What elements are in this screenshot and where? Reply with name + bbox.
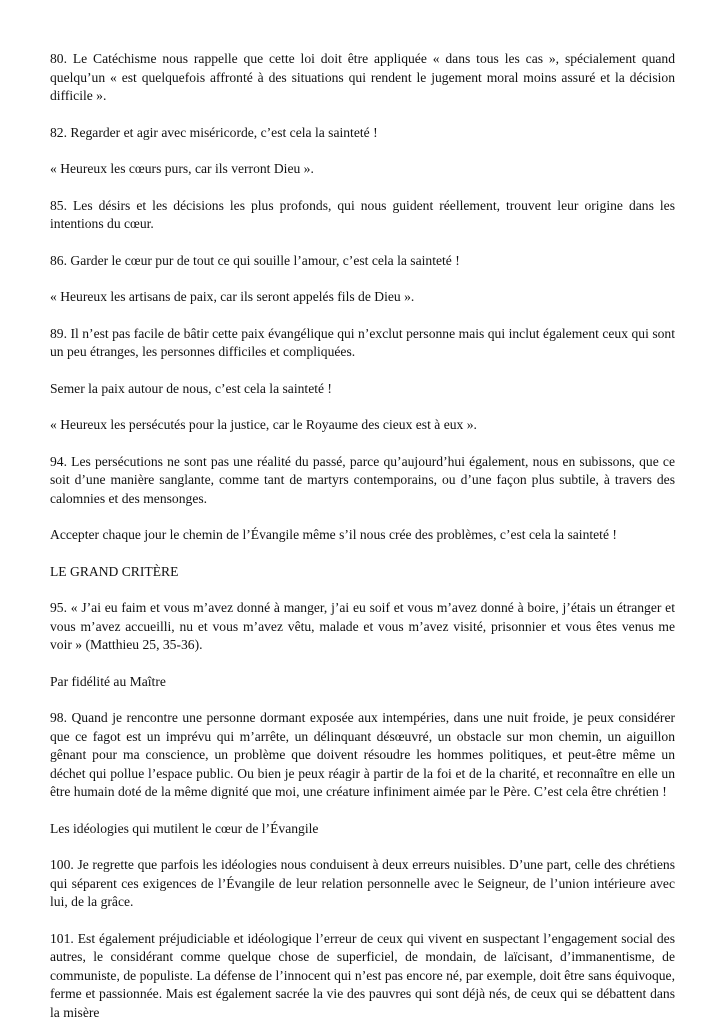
paragraph-80: 80. Le Catéchisme nous rappelle que cette loi doit être appliquée « dans tous les cas », spécialement quand quelqu’un « est quelquefois affronté à des situations qui rendent le jugement moral moins assuré et la décision difficile ».: [50, 51, 675, 103]
paragraph-89: 89. Il n’est pas facile de bâtir cette paix évangélique qui n’exclut personne mais qui inclut également ceux qui sont un peu étranges, les personnes difficiles et compliquées.: [50, 325, 675, 359]
beatitude-quote-persecuted: « Heureux les persécutés pour la justice, car le Royaume des cieux est à eux ».: [50, 417, 477, 432]
paragraph-95: 95. « J’ai eu faim et vous m’avez donné à manger, j’ai eu soif et vous m’avez donné à boire, j’étais un étranger et vous m’avez accueilli, nu et vous m’avez vêtu, malade et vous m’avez visité, prisonnier et vous êtes venus me voir » (Matthieu 25, 35-36).: [50, 600, 675, 652]
paragraph-101: 101. Est également préjudiciable et idéologique l’erreur de ceux qui vivent en suspectant l’engagement social des autres, le considérant comme quelque chose de superficiel, de mondain, de laïcisant, d’immanentisme, de communiste, de populiste. La défense de l’innocent qui n’est pas encore né, par exemple, doit être sans équivoque, ferme et passionnée. Mais est également sacrée la vie des pauvres qui sont déjà nés, de ceux qui se débattent dans la misère: [50, 930, 675, 1020]
section-heading-ideologies: Les idéologies qui mutilent le cœur de l’Évangile: [50, 820, 319, 836]
paragraph-82: 82. Regarder et agir avec miséricorde, c’est cela la sainteté !: [50, 124, 378, 140]
statement-accept-gospel: Accepter chaque jour le chemin de l’Évangile même s’il nous crée des problèmes, c’est cela la sainteté !: [50, 527, 617, 542]
paragraph-100: 100. Je regrette que parfois les idéologies nous conduisent à deux erreurs nuisibles. D’une part, celle des chrétiens qui séparent ces exigences de l’Évangile de leur relation personnelle avec le Seigneur, de l’union intérieure avec lui, de la grâce.: [50, 857, 675, 909]
statement-sow-peace: Semer la paix autour de nous, c’est cela la sainteté !: [50, 380, 332, 396]
paragraph-98: 98. Quand je rencontre une personne dormant exposée aux intempéries, dans une nuit froide, je peux considérer que ce fagot est un imprévu qui m’arrête, un délinquant désœuvré, un obstacle sur mon chemin, un aiguillon gênant pour ma conscience, un problème que doivent résoudre les hommes politiques, et peut-être même un déchet qui pollue l’espace public. Ou bien je peux réagir à partir de la foi et de la charité, et reconnaître en elle un être humain doté de la même dignité que moi, une créature infiniment aimée par le Père. C’est cela être chrétien !: [50, 710, 675, 799]
section-heading-grand-critere: LE GRAND CRITÈRE: [50, 563, 179, 579]
beatitude-quote-peacemakers: « Heureux les artisans de paix, car ils seront appelés fils de Dieu ».: [50, 289, 415, 304]
beatitude-quote-pure-hearts: « Heureux les cœurs purs, car ils verront Dieu ».: [50, 161, 314, 176]
paragraph-94: 94. Les persécutions ne sont pas une réalité du passé, parce qu’aujourd’hui également, nous en subissons, que ce soit d’une manière sanglante, comme tant de martyrs contemporains, ou d’une façon plus subtile, à travers des calomnies et des mensonges.: [50, 453, 675, 506]
section-heading-fidelite: Par fidélité au Maître: [50, 673, 166, 689]
paragraph-85: 85. Les désirs et les décisions les plus profonds, qui nous guident réellement, trouvent leur origine dans les intentions du cœur.: [50, 197, 675, 231]
paragraph-86: 86. Garder le cœur pur de tout ce qui souille l’amour, c’est cela la sainteté !: [50, 252, 460, 268]
